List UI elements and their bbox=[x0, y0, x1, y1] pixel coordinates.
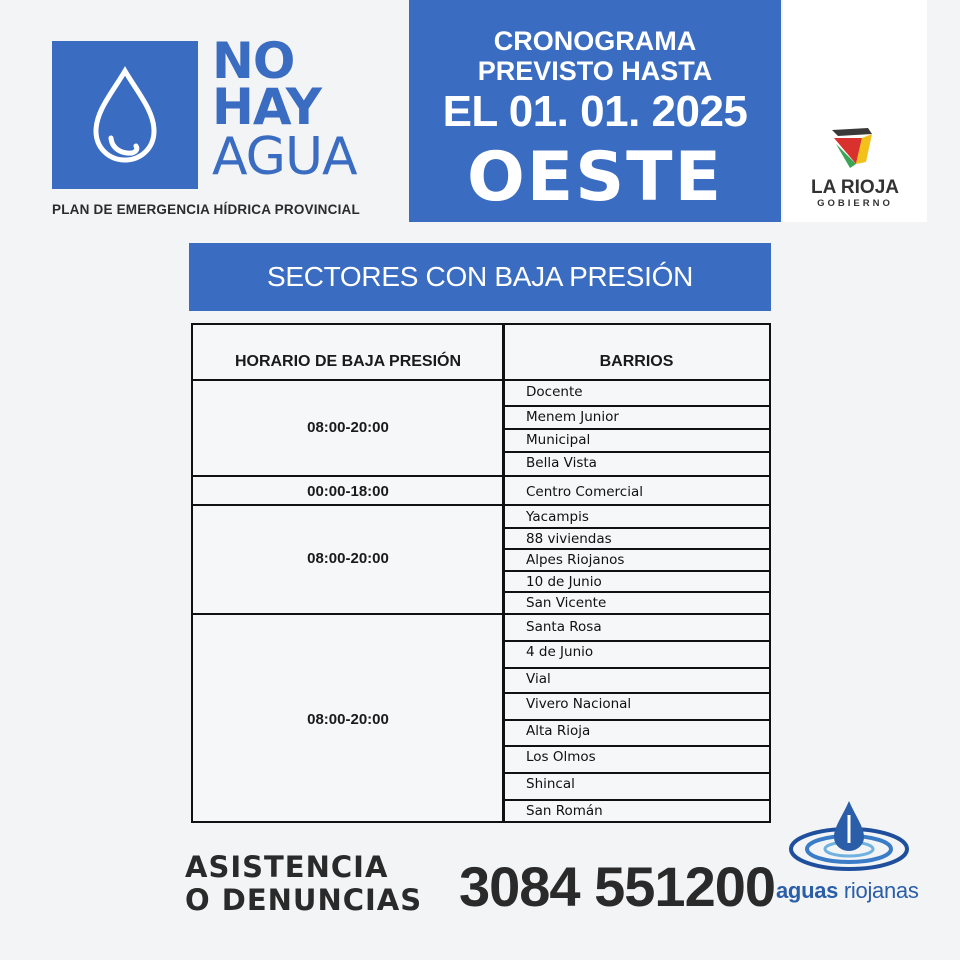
barrio-item: San Vicente bbox=[526, 595, 607, 611]
gov-logo bbox=[783, 0, 927, 222]
barrio-row-line bbox=[504, 591, 770, 593]
header-box bbox=[409, 0, 781, 222]
column-divider bbox=[502, 325, 505, 822]
time-cell: 08:00-20:00 bbox=[307, 711, 389, 728]
column-header-barrios: BARRIOS bbox=[599, 353, 674, 370]
barrio-row-line bbox=[504, 451, 770, 453]
gov-logo-sub: GOBIERNO bbox=[817, 198, 893, 209]
logo-line-agua: AGUA bbox=[212, 127, 357, 187]
barrio-row-line bbox=[504, 719, 770, 721]
barrio-row-line bbox=[504, 692, 770, 694]
barrio-row-line bbox=[504, 745, 770, 747]
assistance-line-2: O DENUNCIAS bbox=[185, 883, 423, 917]
barrio-item: Alpes Riojanos bbox=[526, 552, 625, 568]
logo-line-no: NO bbox=[212, 32, 295, 90]
time-cell: 08:00-20:00 bbox=[307, 418, 389, 436]
phone-number: 3084 551200 bbox=[459, 855, 776, 918]
barrio-item: Alta Rioja bbox=[526, 723, 591, 739]
group-row-line bbox=[193, 613, 770, 615]
barrio-row-line bbox=[504, 667, 770, 669]
barrio-item: Shincal bbox=[526, 776, 575, 792]
group-row-line bbox=[193, 475, 770, 477]
barrio-row-line bbox=[504, 772, 770, 774]
brand-part-1: aguas bbox=[776, 878, 839, 903]
barrio-item: Bella Vista bbox=[526, 455, 597, 471]
barrio-item: 4 de Junio bbox=[526, 644, 594, 660]
barrio-item: Vivero Nacional bbox=[526, 696, 632, 712]
barrio-item: Docente bbox=[526, 384, 583, 400]
schedule-table bbox=[191, 323, 771, 823]
barrio-row-line bbox=[504, 548, 770, 550]
barrio-item: Municipal bbox=[526, 432, 591, 448]
barrio-row-line bbox=[504, 640, 770, 642]
logo-wordmark bbox=[212, 32, 402, 187]
barrio-row-line bbox=[504, 570, 770, 572]
sectors-banner: SECTORES CON BAJA PRESIÓN bbox=[189, 243, 771, 311]
header-line-1: CRONOGRAMA bbox=[493, 26, 697, 56]
aguas-riojanas-brand bbox=[776, 878, 919, 904]
column-header-time: HORARIO DE BAJA PRESIÓN bbox=[234, 353, 462, 370]
barrio-item: Los Olmos bbox=[526, 749, 596, 765]
barrio-item: Vial bbox=[526, 671, 551, 687]
barrio-row-line bbox=[504, 405, 770, 407]
time-cell: 08:00-20:00 bbox=[307, 550, 389, 567]
time-cell: 00:00-18:00 bbox=[307, 483, 389, 500]
barrio-item: Santa Rosa bbox=[526, 619, 602, 635]
water-drop-icon bbox=[52, 41, 198, 189]
barrio-row-line bbox=[504, 428, 770, 430]
plan-subtitle: PLAN DE EMERGENCIA HÍDRICA PROVINCIAL bbox=[52, 202, 360, 217]
header-date: EL 01. 01. 2025 bbox=[442, 87, 748, 136]
aguas-riojanas-emblem-icon bbox=[788, 797, 910, 877]
header-line-2: PREVISTO HASTA bbox=[477, 56, 713, 86]
barrio-row-line bbox=[504, 799, 770, 801]
group-row-line bbox=[193, 504, 770, 506]
barrio-row-line bbox=[504, 527, 770, 529]
brand-part-2: riojanas bbox=[843, 878, 919, 903]
barrio-item: 88 viviendas bbox=[526, 531, 612, 547]
la-rioja-emblem-icon bbox=[828, 124, 878, 174]
assistance-label bbox=[185, 851, 422, 917]
header-zone: OESTE bbox=[466, 138, 724, 217]
assistance-line-1: ASISTENCIA bbox=[185, 850, 389, 884]
barrio-item: San Román bbox=[526, 803, 603, 819]
gov-logo-name: LA RIOJA bbox=[811, 177, 899, 198]
logo-line-hay: HAY bbox=[212, 78, 321, 136]
barrio-item: Menem Junior bbox=[526, 409, 619, 425]
logo-square bbox=[52, 41, 198, 189]
barrio-item: 10 de Junio bbox=[526, 574, 602, 590]
barrio-item: Yacampis bbox=[526, 509, 589, 525]
header-row-line bbox=[193, 379, 770, 381]
barrio-item: Centro Comercial bbox=[526, 484, 643, 500]
